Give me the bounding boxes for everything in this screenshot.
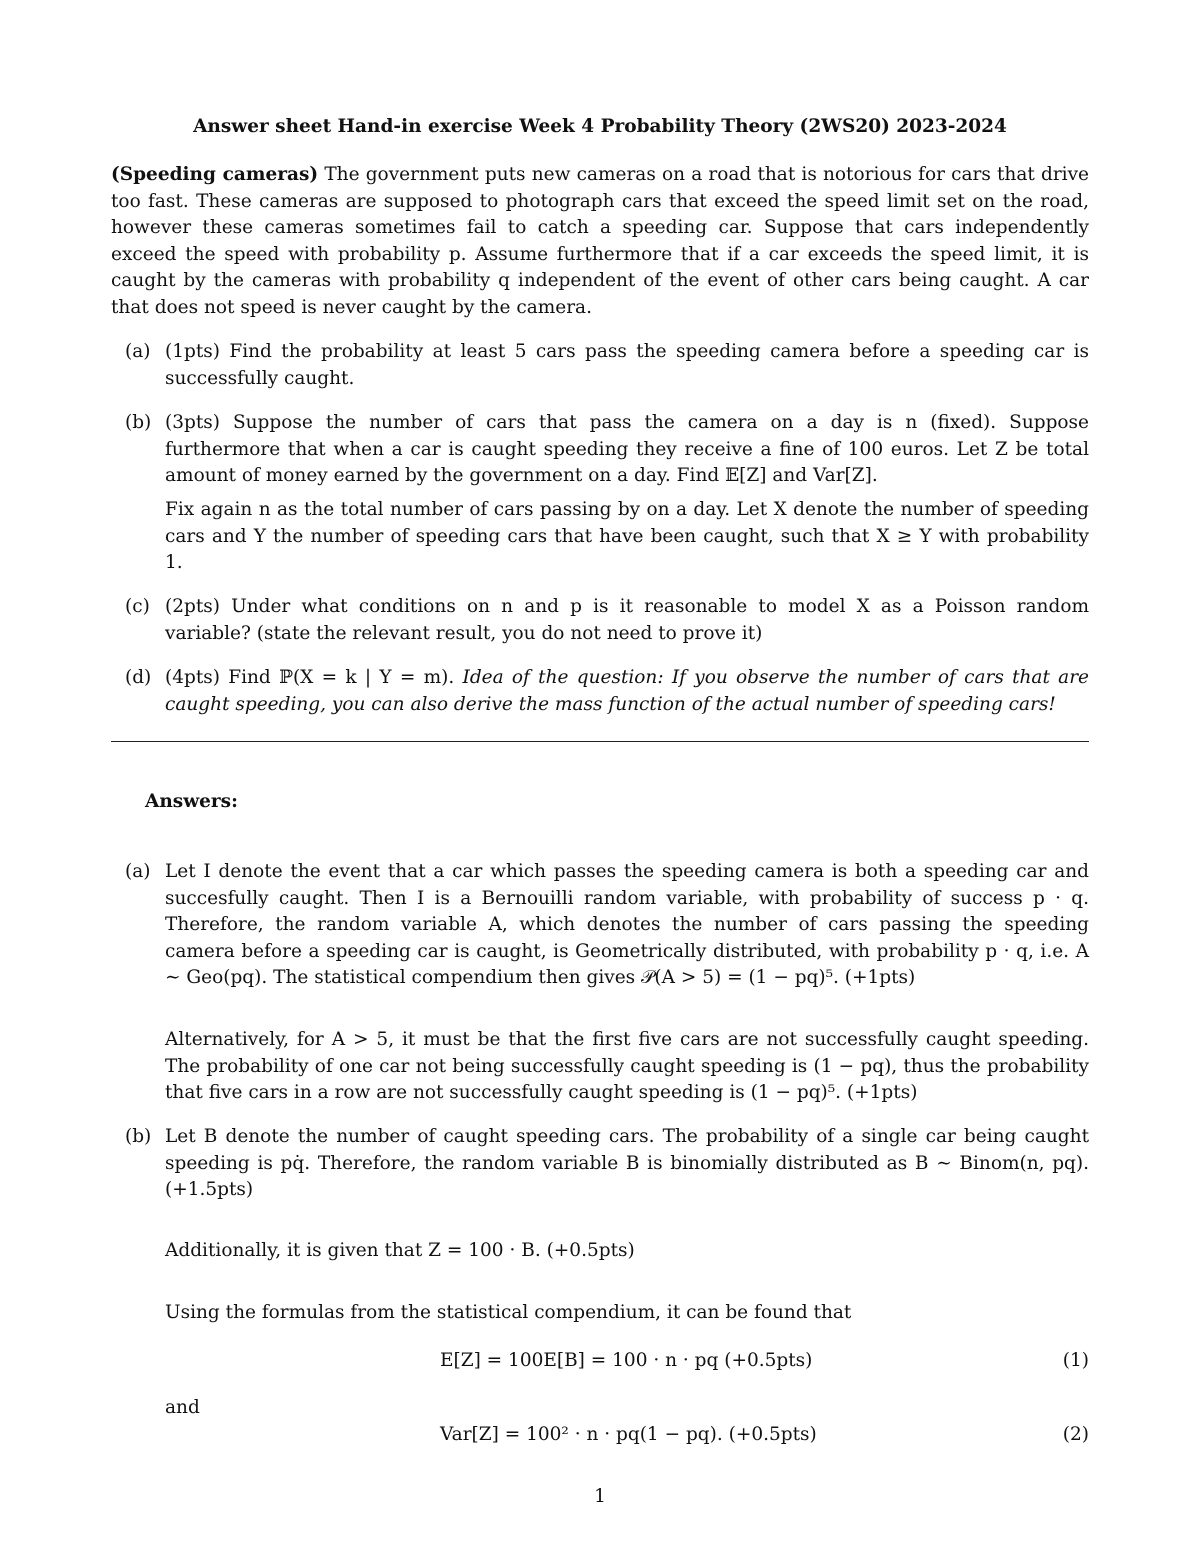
answers-heading: Answers:	[145, 791, 238, 812]
question-label: (c)	[125, 596, 150, 617]
and-text: and	[165, 1397, 200, 1418]
equation-expression: E[Z] = 100E[B] = 100 · n · pq (+0.5pts)	[440, 1350, 813, 1371]
problem-intro	[111, 162, 1089, 322]
question-text	[165, 665, 1089, 718]
question-label: (d)	[125, 667, 152, 688]
answer-b-paragraph-1: Let B denote the number of caught speeding cars. The probability of a single car being caught speeding is pq̇. Therefore, the random variable B is binomially distributed as B ∼ Binom(n, pq). (+1.5pts)	[165, 1126, 1089, 1201]
question-text: (2pts) Under what conditions on n and p is it reasonable to model X as a Poisson random variable? (state the relevant result, you do not need to prove it)	[165, 596, 1089, 644]
equation-number: (2)	[1062, 1424, 1089, 1445]
problem-text: The government puts new cameras on a road that is notorious for cars that drive too fast. These cameras are supposed to photograph cars that exceed the speed limit set on the road, however these cameras sometimes fail to catch a speeding car. Suppose that cars independently exceed the speed with probability p. Assume furthermore that if a car exceeds the speed limit, it is caught by the cameras with probability q independent of the event of other cars being caught. A car that does not speed is never caught by the camera.	[111, 164, 1089, 318]
question-b-extra: Fix again n as the total number of cars passing by on a day. Let X denote the number of speeding cars and Y the number of speeding cars that have been caught, such that X ≥ Y with probability 1.	[165, 499, 1089, 574]
section-divider	[111, 741, 1089, 742]
question-d-main: (4pts) Find ℙ(X = k | Y = m).	[165, 667, 455, 688]
answer-a-paragraph-2: Alternatively, for A > 5, it must be that the first five cars are not successfully caught speeding. The probability of one car not being successfully caught speeding is (1 − pq), thus the probability that five cars in a row are not successfully caught speeding is (1 − pq)⁵. (+1pts)	[165, 1029, 1089, 1104]
question-text: (3pts) Suppose the number of cars that pass the camera on a day is n (fixed). Suppose furthermore that when a car is caught speeding they receive a fine of 100 euros. Let Z be total amount of money earned by the government on a day. Find 𝔼[Z] and Var[Z].	[165, 412, 1089, 487]
answer-label: (b)	[125, 1126, 152, 1147]
equation-number: (1)	[1062, 1350, 1089, 1371]
question-label: (b)	[125, 412, 152, 433]
question-d-idea: Idea of the question: If you observe the number of cars that are caught speeding, you can also derive the mass function of the actual number of speeding cars!	[165, 667, 1089, 715]
page-number: 1	[594, 1486, 606, 1507]
problem-heading: (Speeding cameras)	[111, 164, 319, 185]
question-label: (a)	[125, 341, 151, 362]
answer-b-paragraph-3: Using the formulas from the statistical compendium, it can be found that	[165, 1302, 852, 1323]
answer-label: (a)	[125, 861, 151, 882]
equation-expression: Var[Z] = 100² · n · pq(1 − pq). (+0.5pts)	[440, 1424, 817, 1445]
question-text: (1pts) Find the probability at least 5 cars pass the speeding camera before a speeding car is successfully caught.	[165, 341, 1089, 389]
answer-b-paragraph-2: Additionally, it is given that Z = 100 · B. (+0.5pts)	[165, 1240, 635, 1261]
page-title: Answer sheet Hand-in exercise Week 4 Probability Theory (2WS20) 2023-2024	[193, 116, 1007, 137]
answer-a-paragraph-1: Let I denote the event that a car which passes the speeding camera is both a speeding car and succesfully caught. Then I is a Bernouilli random variable, with probability of success p · q. Therefore, the random variable A, which denotes the number of cars passing the speeding camera before a speeding car is caught, is Geometrically distributed, with probability p · q, i.e. A ∼ Geo(pq). The statistical compendium then gives 𝒫(A > 5) = (1 − pq)⁵. (+1pts)	[165, 861, 1089, 989]
